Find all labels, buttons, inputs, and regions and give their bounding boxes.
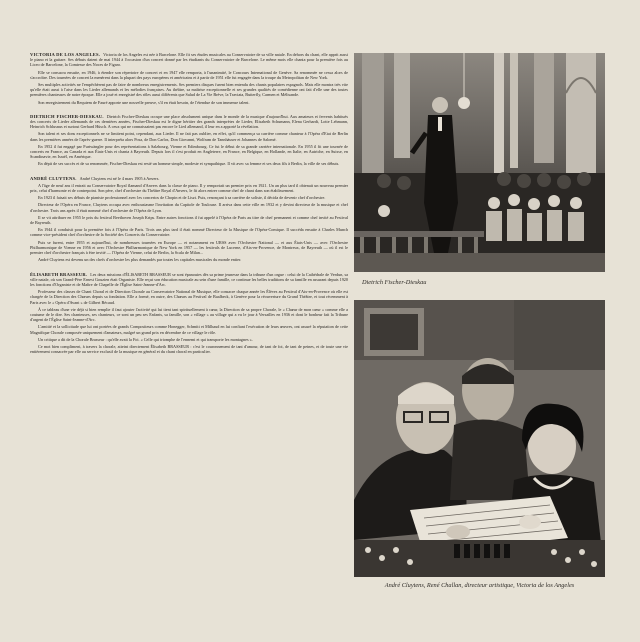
paragraph: Son talent et ses dons exceptionnels ne se limitent point, cependant, aux Lieder. Il ne fait pas oublier, en effet, qu'il commença sa carrière comme chanteur à l'Opéra d'Etat de Berlin dans les premières années de l'après-guerre. Il interpréta alors Posa, de Don Carlos, Don Giovanni, Wolfram de Tannhäuser et Johannes de Salomé. — [30, 131, 348, 142]
paragraph: Professeur des classes de Chant Choral et de Direction Chorale au Conservatoire National de Musique, elle consacre chaque année les Élèves au Festival d'Aix-en-Provence où elle est chargée de la Direction des Chœurs depuis sa fondation. Elle a formé, en outre, des Chœurs au Festival de Baalbeck, à Genève pour la réouverture du Grand Théâtre, et tout récemment à Paris avec le « Opéra d'Avant » de Gilbert Bécaud. — [30, 289, 348, 305]
liner-notes — [30, 52, 348, 363]
paragraph: A l'âge de neuf ans il entrait au Conservatoire Royal flamand d'Anvers dans la classe de piano. Il y remportait un premier prix en 1921. Un an plus tard il obtenait un nouveau premier prix, celui d'harmonie et de contrepoint. Son père, chef d'orchestre du Théâtre Royal d'Anvers, le fit alors entrer comme chef de chant dans son établissement. — [30, 182, 348, 194]
paragraph: En 1923 il faisait ses débuts de pianiste professionnel avec les concertos de Chopin et de Liszt. Puis, renonçant à sa carrière de soliste, il décida de devenir chef d'orchestre. — [38, 195, 326, 201]
recording-session-photo — [354, 300, 605, 577]
paragraph: Son enregistrement du Requiem de Fauré apporte une nouvelle preuve, s'il en était besoin, de l'étendue de son immense talent. — [38, 99, 250, 105]
section-heading: VICTORIA DE LOS ANGELES. — [30, 52, 101, 57]
paragraph: En dépit de ses succès et de sa renommée, Fischer-Dieskau est resté un homme simple, modeste et sympathique. Il vit avec sa femme et ses deux fils à Berlin, la ville de ses débuts. — [38, 161, 340, 167]
paragraph: En 1952 il fut engagé par Furtwängler pour des représentations à Salzbourg, Vienne et Edimbourg. Ce fut le début de sa grande carrière internationale. En 1955 il fit une tournée de concerts en France, au Canada et aux États-Unis et chanta à Bayreuth. Depuis lors il s'est produit en Angleterre, en France, en Belgique, en Hollande, en Italie, en Autriche, en Suisse, en Scandinavie, en Israël, en Amérique. — [30, 143, 348, 160]
paragraph: Ses multiples activités ne l'empêchèrent pas de faire de nombreux enregistrements. Ses premiers disques furent bien entendu des chants populaires espagnols. Mais elle montra très vite qu'elle était aussi à l'aise dans les Lieder allemands et les mélodies françaises. Au théâtre, sa maîtrise exceptionnelle et ses grandes qualités de comédienne ont fait d'elle une des toutes premières chanteuses de notre époque. Elle a joué et enregistré des rôles aussi différents que Salud de La Vie Brève, la Traviata, Butterfly, Carmen et Mélisande. — [30, 82, 348, 98]
section-dietrich-fischer-dieskau — [30, 114, 348, 167]
paragraph: Directeur de l'Opéra en France, Cluytens occupa avec enthousiasme l'invitation du Capitole de Toulouse. Il arriva dans cette ville en 1932 et y devint directeur de la musique et chef d'orchestre. Trois ans après il était nommé chef d'orchestre de l'Opéra de Lyon. — [30, 202, 348, 213]
paragraph: En 1944 il conduisit pour la première fois à l'Opéra de Paris. Trois ans plus tard il était nommé Directeur de la Musique de l'Opéra-Comique. Il succéda ensuite à Charles Munch comme vice-président chef d'orchestre de la Société des Concerts du Conservatoire. — [30, 227, 348, 238]
paragraph: Elle se consacra ensuite, en 1946, à étendre son répertoire de concert et en 1947 elle remporta, à l'unanimité, le Concours International de Genève. Sa renommée ne cessa alors de s'accroître. Des tournées de concert la menèrent dans la plupart des pays européens et américains et à partir de 1951 elle fut engagée dans la troupe du Metropolitan de New York. — [30, 69, 348, 80]
paragraph: ÉLISABETH BRASSEUR. Les deux missions d'ÉLISABETH BRASSEUR se sont épanouies dès sa prime jeunesse dans la tribune d'un orgue : celui de la Cathédrale de Verdun, sa ville natale, où son Grand-Père Ernest Gouzien était Organiste. Elle reçut son éducation musicale au sein d'une famille, ce continue les belles traditions de sa famille en assurant depuis 1920 les fonctions d'Organiste et de Maître de Chapelle de l'Église Saint-Jeanne-d'Arc. — [30, 271, 348, 287]
section-andre-cluytens — [30, 176, 348, 263]
photo-recording-session — [354, 300, 605, 577]
paragraph: André Cluytens est devenu un des chefs d'orchestre les plus demandés par toutes les capitales musicales du monde entier. — [38, 257, 242, 263]
section-elisabeth-brasseur — [30, 272, 348, 355]
section-victoria-de-los-angeles — [30, 52, 348, 105]
church-rehearsal-photo — [354, 53, 605, 272]
paragraph: L'amitié et la sollicitude que lui ont portées de grands Compositeurs comme Honegger, Schmitt et Milhaud en lui confiant l'exécution de leurs œuvres, ont assuré la réputation de cette Magnifique Chorale composée uniquement d'amateurs, malgré un grand prix en décembre de ce village le rôle. — [30, 324, 348, 335]
section-heading: DIETRICH FISCHER-DIESKAU. — [30, 113, 104, 119]
photo-caption: Dietrich Fischer-Dieskau — [362, 279, 427, 286]
paragraph: VICTORIA DE LOS ANGELES. Victoria de los Angeles est née à Barcelone. Elle fit ses études musicales au Conservatoire de sa ville natale. En dehors du chant, elle apprit aussi le piano et la guitare. Ses débuts datent de mai 1944 à l'occasion d'un concert donné par les étudiants du Conservatoire de Barcelone. Le même mois elle chanta pour la première fois au Liceo de Barcelone, la Comtesse des Noces de Figaro. — [30, 52, 348, 68]
section-heading: ÉLISABETH BRASSEUR. — [30, 271, 88, 277]
paragraph: Ce mot bien compliment, à travers la chorale, atteint directement Élisabeth BRASSEUR : c'est le couronnement de tant d'amour, de tant de foi, de tant de peines, et de toute une vie entièrement consacrée par elle au service exclusif de la musique en général et du chant choral en particulier. — [30, 343, 348, 355]
photo-caption: André Cluytens, René Challan, directeur artistique, Victoria de los Angeles — [384, 582, 575, 589]
paragraph: Un critique a dit de la Chorale Brasseur : qu'elle avait la Foi. « Celle qui triomphe de l'ennemi et qui transporte les montagnes ». — [38, 336, 253, 342]
paragraph: ANDRÉ CLUYTENS. André Cluytens est né le 4 mars 1905 à Anvers. — [30, 175, 160, 181]
photo-fischer-dieskau — [354, 53, 605, 272]
paragraph: À ce tableau d'une vie déjà si bien remplie il faut ajouter l'activité qui lui tient tant spirituellement à cœur, la Direction de sa propre Chorale, le « Chœur de mon cœur » comme elle a coutume de le dire. Ses chanteuses, ses chanteurs, ce sont un peu ses Enfants, sa famille, son « village » au village qui a vu le jour à Versailles en 1936 et dont le bonheur fait la Tribune d'argent de l'Église Saint-Jeanne-d'Arc. — [30, 306, 348, 323]
paragraph: Il se vit attribuer en 1955 le prix du festival Beethoven Joseph Krips. Entre autres fonctions il fut appelé à l'Opéra de Paris au titre de chef permanent et comme chef invité au Festival de Bayreuth. — [30, 214, 348, 226]
paragraph: Puis se furent, entre 1955 et aujourd'hui, de nombreuses tournées en Europe — et notamment en URSS avec l'Orchestre National — et aux États-Unis — avec l'Orchestre Philharmonique de Vienne en 1956 et avec l'Orchestre Philharmonique de New York en 1957 — les festivals de Lucerne, d'Aix-en-Provence, de Montreux, de Bayreuth — où il est le premier chef d'orchestre français à être invité — l'Opéra de Vienne, celui de Berlin, la Scala de Milan... — [30, 239, 348, 256]
paragraph: DIETRICH FISCHER-DIESKAU. Dietrich Fischer-Dieskau occupe une place absolument unique dans le monde de la musique d'aujourd'hui. Aux amateurs et fervents habitués des concerts de Lieder allemands de ces dernières années, Fischer-Dieskau est le digne héritier des grands interprètes de Lieder, Elisabeth Schumann, Elena Gerhardt, Lotte Lehmann, Heinrich Schlusnus et surtout Gerhard Hüsch. A ceux qui ne connaissaient pas encore le Lied allemand, il leur en a apporté la révélation. — [30, 113, 348, 130]
section-heading: ANDRÉ CLUYTENS. — [30, 175, 77, 181]
